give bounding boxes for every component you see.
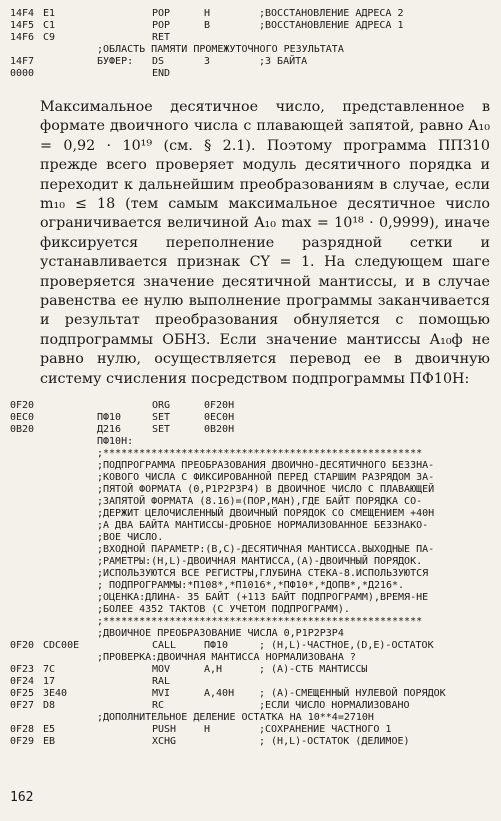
- code-full: ;ВХОДНОЙ ПАРАМЕТР:(B,C)-ДЕСЯТИЧНАЯ МАНТИССА.ВЫХОДНЫЕ ПА-: [97, 544, 435, 555]
- code-full: ;*****************************************************: [97, 616, 423, 627]
- top-code-listing: [0, 8, 501, 80]
- code-line: [0, 460, 501, 472]
- code-mn: MOV: [152, 664, 171, 675]
- code-full: ;КОВОГО ЧИСЛА С ФИКСИРОВАННОЙ ПЕРЕД СТАРШИМ РАЗРЯДОМ ЗА-: [97, 472, 435, 483]
- code-line: [0, 712, 501, 724]
- code-line: [0, 676, 501, 688]
- code-mn: RC: [152, 700, 165, 711]
- code-full: ПФ10Н:: [97, 436, 134, 447]
- code-full: ;А ДВА БАЙТА МАНТИССЫ-ДРОБНОЕ НОРМАЛИЗОВАННОЕ БЕЗЗНАКО-: [97, 520, 429, 531]
- code-line: [0, 484, 501, 496]
- code-full: ;ПРОВЕРКА:ДВОИЧНАЯ МАНТИССА НОРМАЛИЗОВАНА ?: [97, 652, 356, 663]
- code-addr: 0EC0: [10, 412, 35, 423]
- body-paragraph: [12, 98, 490, 389]
- code-label: Д216: [97, 424, 122, 435]
- code-addr: 0F24: [10, 676, 35, 687]
- code-addr: 0F27: [10, 700, 35, 711]
- code-op: H: [204, 8, 211, 19]
- code-mn: RAL: [152, 676, 171, 687]
- code-full: ;*****************************************************: [97, 448, 423, 459]
- code-addr: 0F25: [10, 688, 35, 699]
- code-comment: ;3 БАЙТА: [259, 56, 308, 67]
- code-addr: 0F29: [10, 736, 35, 747]
- code-mn: END: [152, 68, 171, 79]
- code-line: [0, 604, 501, 616]
- code-comment: ;ВОССТАНОВЛЕНИЕ АДРЕСА 1: [259, 20, 404, 31]
- code-addr: 0F23: [10, 664, 35, 675]
- code-comment: ; (H,L)-ЧАСТНОЕ,(D,E)-ОСТАТОК: [259, 640, 434, 651]
- code-addr: 0F20: [10, 400, 35, 411]
- code-full: ;РАМЕТРЫ:(H,L)-ДВОИЧНАЯ МАНТИССА,(A)-ДВОИЧНЫЙ ПОРЯДОК.: [97, 556, 423, 567]
- code-line: [0, 20, 501, 32]
- code-line: [0, 532, 501, 544]
- paragraph-text: Максимальное десятичное число, представленное в формате двоичного числа с плавающей запятой, равно A₁₀ = 0,92 · 10¹⁹ (см. § 2.1). Поэтому программа ППЗ10 прежде всего проверяет модуль десятичного порядка и переходит к дальнейшим преобразованиям в случае, если m₁₀ ≤ 18 (тем самым максимальное десятичное число ограничивается величиной A₁₀ max = 10¹⁸ · 0,9999), иначе фиксируется переполнение разрядной сетки и устанавливается признак CY = 1. На следующем шаге проверяется значение десятичной мантиссы, и в случае равенства ее нулю выполнение программы заканчивается и результат преобразования обнуляется с помощью подпрограммы ОБНЗ. Если значение мантиссы A₁₀ф не равно нулю, осуществляется перевод ее в двоичную систему счисления посредством подпрограммы ПФ10Н:: [40, 99, 490, 387]
- code-addr: 14F5: [10, 20, 35, 31]
- code-addr: 14F4: [10, 8, 35, 19]
- code-hex: 7C: [43, 664, 56, 675]
- code-line: [0, 496, 501, 508]
- page-number: 162: [10, 790, 34, 805]
- code-line: [0, 32, 501, 44]
- code-line: [0, 568, 501, 580]
- code-line: [0, 8, 501, 20]
- code-full: ;ДОПОЛНИТЕЛЬНОЕ ДЕЛЕНИЕ ОСТАТКА НА 10**4=2710Н: [97, 712, 374, 723]
- code-full: ;ДЕРЖИТ ЦЕЛОЧИСЛЕННЫЙ ДВОИЧНЫЙ ПОРЯДОК СО СМЕЩЕНИЕМ +40Н: [97, 508, 435, 519]
- code-comment: ;СОХРАНЕНИЕ ЧАСТНОГО 1: [259, 724, 392, 735]
- code-full: ;ВОЕ ЧИСЛО.: [97, 532, 164, 543]
- code-mn: PUSH: [152, 724, 177, 735]
- code-addr: 0F20: [10, 640, 35, 651]
- code-mn: CALL: [152, 640, 177, 651]
- code-comment: ;ЕСЛИ ЧИСЛО НОРМАЛИЗОВАНО: [259, 700, 410, 711]
- code-addr: 0B20: [10, 424, 35, 435]
- code-line: [0, 400, 501, 412]
- code-mn: POP: [152, 20, 171, 31]
- code-line: [0, 472, 501, 484]
- code-addr: 14F7: [10, 56, 35, 67]
- code-addr: 0000: [10, 68, 35, 79]
- code-line: [0, 724, 501, 736]
- code-addr: 0F28: [10, 724, 35, 735]
- code-op: 0EC0H: [204, 412, 235, 423]
- code-full: ;БОЛЕЕ 4352 ТАКТОВ (С УЧЕТОМ ПОДПРОГРАММ).: [97, 604, 350, 615]
- code-full: ;ДВОИЧНОЕ ПРЕОБРАЗОВАНИЕ ЧИСЛА 0,Р1Р2Р3Р4: [97, 628, 344, 639]
- code-comment: ; (H,L)-ОСТАТОК (ДЕЛИМОЕ): [259, 736, 410, 747]
- code-mn: DS: [152, 56, 165, 67]
- code-line: [0, 664, 501, 676]
- code-line: [0, 616, 501, 628]
- code-comment: ;ВОССТАНОВЛЕНИЕ АДРЕСА 2: [259, 8, 404, 19]
- code-full: ;ПОДПРОГРАММА ПРЕОБРАЗОВАНИЯ ДВОИЧНО-ДЕСЯТИЧНОГО БЕЗЗНА-: [97, 460, 435, 471]
- code-line: [0, 736, 501, 748]
- code-line: [0, 56, 501, 68]
- code-full: ;ИСПОЛЬЗУЮТСЯ ВСЕ РЕГИСТРЫ,ГЛУБИНА СТЕКА-8.ИСПОЛЬЗУЮТСЯ: [97, 568, 429, 579]
- code-mn: XCHG: [152, 736, 177, 747]
- code-addr: 14F6: [10, 32, 35, 43]
- code-op: 0F20H: [204, 400, 235, 411]
- code-op: B: [204, 20, 211, 31]
- code-full: ; ПОДПРОГРАММЫ:*П108*,*П1016*,*ПФ10*,*ДОПВ*,*Д216*.: [97, 580, 405, 591]
- code-line: [0, 44, 501, 56]
- code-op: ПФ10: [204, 640, 229, 651]
- code-mn: RET: [152, 32, 171, 43]
- code-op: H: [204, 724, 211, 735]
- code-mn: SET: [152, 424, 171, 435]
- code-line: [0, 68, 501, 80]
- code-full: ;ПЯТОЙ ФОРМАТА (0,Р1Р2Р3Р4) В ДВОИЧНОЕ ЧИСЛО С ПЛАВАЮЩЕЙ: [97, 484, 435, 495]
- code-comment: ; (A)-СТБ МАНТИССЫ: [259, 664, 368, 675]
- code-label: ПФ10: [97, 412, 122, 423]
- code-line: [0, 580, 501, 592]
- bottom-code-listing: [0, 400, 501, 748]
- code-line: [0, 592, 501, 604]
- code-mn: SET: [152, 412, 171, 423]
- code-hex: 3E40: [43, 688, 68, 699]
- code-line: [0, 700, 501, 712]
- code-hex: C9: [43, 32, 56, 43]
- code-line: [0, 424, 501, 436]
- code-line: [0, 436, 501, 448]
- code-op: 0B20H: [204, 424, 235, 435]
- code-line: [0, 448, 501, 460]
- code-hex: C1: [43, 20, 56, 31]
- code-hex: EB: [43, 736, 56, 747]
- code-mn: MVI: [152, 688, 171, 699]
- code-line: [0, 628, 501, 640]
- code-line: [0, 520, 501, 532]
- code-hex: E5: [43, 724, 56, 735]
- code-hex: E1: [43, 8, 56, 19]
- code-hex: 17: [43, 676, 56, 687]
- code-comment: ; (A)-СМЕЩЕННЫЙ НУЛЕВОЙ ПОРЯДОК: [259, 688, 446, 699]
- code-line: [0, 640, 501, 652]
- code-hex: CDC00E: [43, 640, 80, 651]
- code-line: [0, 544, 501, 556]
- code-op: 3: [204, 56, 211, 67]
- code-hex: D8: [43, 700, 56, 711]
- code-op: A,40H: [204, 688, 235, 699]
- code-line: [0, 412, 501, 424]
- code-line: [0, 508, 501, 520]
- code-label: БУФЕР:: [97, 56, 134, 67]
- code-line: [0, 556, 501, 568]
- code-line: [0, 652, 501, 664]
- code-op: A,H: [204, 664, 223, 675]
- code-full: ;ЗАПЯТОЙ ФОРМАТА (8.16)=(ПОР,МАН),ГДЕ БАЙТ ПОРЯДКА СО-: [97, 496, 423, 507]
- code-full: ;ОБЛАСТЬ ПАМЯТИ ПРОМЕЖУТОЧНОГО РЕЗУЛЬТАТА: [97, 44, 344, 55]
- code-full: ;ОЦЕНКА:ДЛИНА- 35 БАЙТ (+113 БАЙТ ПОДПРОГРАММ),ВРЕМЯ-НЕ: [97, 592, 429, 603]
- code-mn: POP: [152, 8, 171, 19]
- code-line: [0, 688, 501, 700]
- code-mn: ORG: [152, 400, 171, 411]
